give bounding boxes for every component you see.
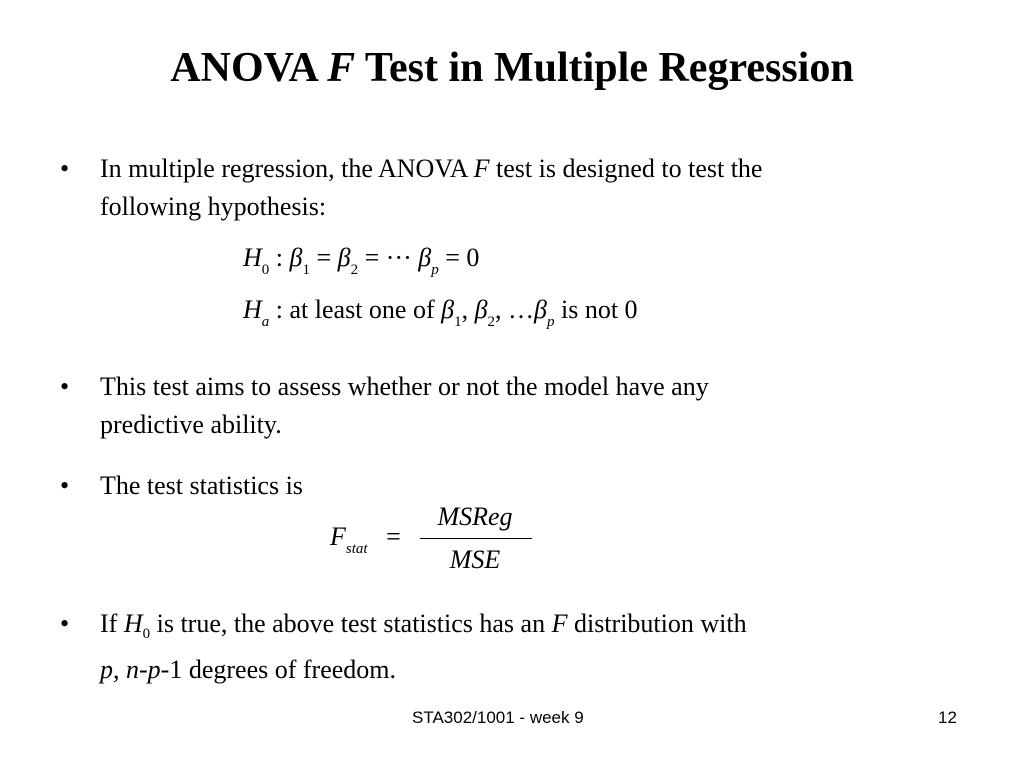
- bullet-dot: •: [60, 471, 70, 500]
- bullet-line: This test aims to assess whether or not the model have any: [100, 372, 709, 401]
- page-number: 12: [938, 708, 957, 727]
- null-hypothesis-equation: $H_0$ : $\beta_1 = \beta_2$ = ··· $\beta_p = 0$: [243, 243, 480, 278]
- bullet-line: The test statistics is: [100, 471, 303, 500]
- fraction-bar: [420, 538, 532, 539]
- bullet-dot: •: [60, 372, 70, 401]
- f-stat-lhs: $F_{stat}$ =: [330, 522, 401, 557]
- bullet-line: p, n-p-1 degrees of freedom.: [100, 655, 397, 684]
- bullet-line: If $H_0$ is true, the above test statistics has an F distribution with: [100, 609, 747, 642]
- f-stat-numerator: MSReg: [437, 502, 513, 531]
- bullet-dot: •: [60, 154, 70, 183]
- bullet-line: predictive ability.: [100, 410, 282, 439]
- bullet-line: following hypothesis:: [100, 192, 327, 221]
- slide-title: ANOVA F Test in Multiple Regression: [170, 45, 854, 91]
- bullet-line: In multiple regression, the ANOVA F test is designed to test the: [100, 154, 763, 183]
- bullet-dot: •: [60, 609, 70, 638]
- alternative-hypothesis-equation: $H_a$ : at least one of $\beta_1$, $\beta_2$, $\dots\beta_p$ is not 0: [243, 295, 638, 330]
- f-stat-denominator: MSE: [449, 545, 501, 574]
- footer-course: STA302/1001 - week 9: [412, 708, 584, 727]
